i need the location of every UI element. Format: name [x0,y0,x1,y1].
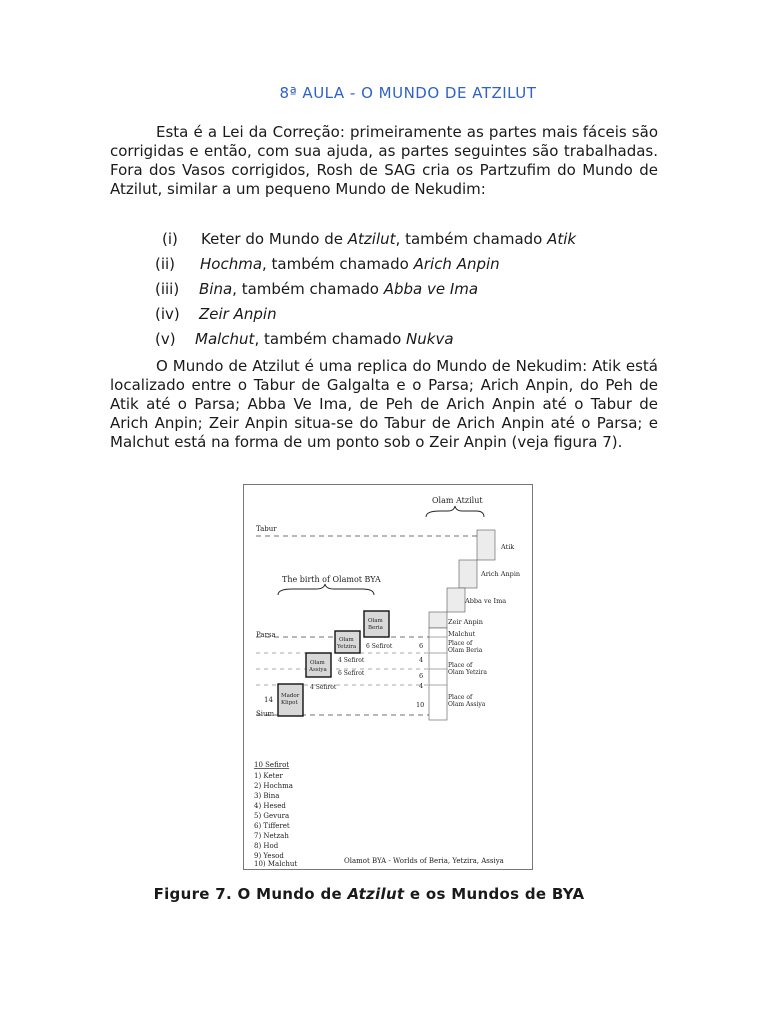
body-text: O Mundo de Atzilut é uma replica do Mundo de Nekudim: Atik está localizado entre o Tabur de Galgalta e o Parsa; Arich Anpin, do Peh de Atik até o Parsa; Abba Ve Ima, de Peh de Arich Anpin até o Tabur de Arich Anpin; Zeir Anpin situa-se do Tabur de Arich Anpin até o Parsa; e Malchut está na forma de um ponto sob o Zeir Anpin (veja figura 7). [110,357,658,451]
number-label: 14 [264,696,273,704]
bya-brace [278,584,374,595]
olam-atzilut-label: Olam Atzilut [432,496,483,505]
abba-ve-ima-box [447,588,465,612]
sefirot-count-label: 4 Sefirot [310,684,337,691]
list-text: , também chamado [262,255,414,273]
sefirot-item: 9) Yesod [254,852,284,860]
parsa-label: Parsa [256,631,276,639]
figure-7 [243,484,533,870]
list-italic: Bina [199,280,233,298]
malchut-label: Malchut [448,630,476,638]
place-assiya-label: Olam Assiya [448,701,486,708]
arich-anpin-label: Arich Anpin [481,570,521,578]
list-text: , também chamado [232,280,384,298]
figure-footer: Olamot BYA - Worlds of Beria, Yetzira, Assiya [344,857,504,865]
list-italic: Atzilut [347,230,396,248]
number-label: 4 [419,682,424,690]
number-label: 6 [419,672,424,680]
list-number: (i) [162,230,178,248]
list-italic: Atik [547,230,577,248]
place-beria-label: Olam Beria [448,647,483,654]
zeir-anpin-label: Zeir Anpin [448,618,483,626]
zeir-anpin-box [429,612,447,628]
list-italic: Zeir Anpin [199,305,277,323]
list-item [155,327,576,352]
sefirot-item: 6) Tifferet [254,822,290,830]
list-italic: Abba ve Ima [383,280,479,298]
list-item [155,277,576,302]
sefirot-count-label: 4 Sefirot [338,657,365,664]
place-beria-label: Place of [448,640,473,647]
body-paragraph [110,357,658,452]
sefirot-count-label: 6 Sefirot [338,670,365,677]
list-number: (v) [155,330,176,348]
sefirot-item: 5) Gevura [254,812,290,820]
list-item [155,252,576,277]
list-item [155,302,576,327]
olam-beria-label: Beria [368,625,383,631]
caption-text: Figure 7. O Mundo de [153,885,348,903]
sefirot-item: 2) Hochma [254,782,293,790]
number-label: 6 [419,642,424,650]
list-italic: Malchut [195,330,255,348]
sium-label: Sium [256,710,275,718]
list-item [155,227,576,252]
places-column [429,628,447,720]
list-italic: Hochma [200,255,263,273]
olam-yetzira-label: Yetzira [337,644,357,650]
partzufim-list [155,227,576,352]
list-text: , também chamado [395,230,548,248]
list-italic: Arich Anpin [413,255,500,273]
sefirot-item: 3) Bina [254,792,280,800]
atzilut-brace [426,506,484,517]
figure-caption [0,885,753,903]
place-yetzira-label: Place of [448,662,473,669]
place-assiya-label: Place of [448,694,473,701]
list-italic: Nukva [406,330,454,348]
number-label: 10 [416,701,425,709]
olam-beria-box [364,611,389,637]
place-yetzira-label: Olam Yetzira [448,669,487,676]
list-text: Keter do Mundo de [201,230,348,248]
list-number: (ii) [155,255,176,273]
mador-klipot-label: Klipot [281,700,298,706]
olam-beria-label: Olam [368,618,383,624]
arich-anpin-box [459,560,477,588]
birth-of-bya-label: The birth of Olamot BYA [282,575,381,584]
olam-yetzira-label: Olam [339,637,354,643]
abba-ve-ima-label: Abba ve Ima [465,597,507,605]
list-number: (iv) [155,305,180,323]
caption-italic: Atzilut [347,885,405,903]
intro-text: Esta é a Lei da Correção: primeiramente as partes mais fáceis são corrigidas e então, com sua ajuda, as partes seguintes são trabalhadas. Fora dos Vasos corrigidos, Rosh de SAG cria os Partzufim do Mundo de Atzilut, similar a um pequeno Mundo de Nekudim: [110,123,658,198]
tabur-label: Tabur [256,525,277,533]
page-title: 8ª AULA - O MUNDO DE ATZILUT [279,84,537,102]
list-text: , também chamado [254,330,407,348]
sefirot-item: 8) Hod [254,842,279,850]
sefirot-title: 10 Sefirot [254,761,290,769]
intro-paragraph [110,123,658,199]
sefirot-item: 1) Keter [254,772,283,780]
sefirot-item: 4) Hesed [254,802,286,810]
sefirot-item: 7) Netzah [254,832,289,840]
atik-label: Atik [501,543,515,551]
worlds-diagram [244,485,532,869]
caption-text: e os Mundos de BYA [404,885,585,903]
olam-assiya-label: Assiya [309,667,327,673]
sefirot-count-label: 6 Sefirot [366,643,393,650]
number-label: 4 [419,656,424,664]
sefirot-item: 10) Malchut [254,860,298,868]
olam-assiya-label: Olam [310,660,325,666]
mador-klipot-label: Mador [281,693,300,699]
list-number: (iii) [155,280,180,298]
atik-box [477,530,495,560]
